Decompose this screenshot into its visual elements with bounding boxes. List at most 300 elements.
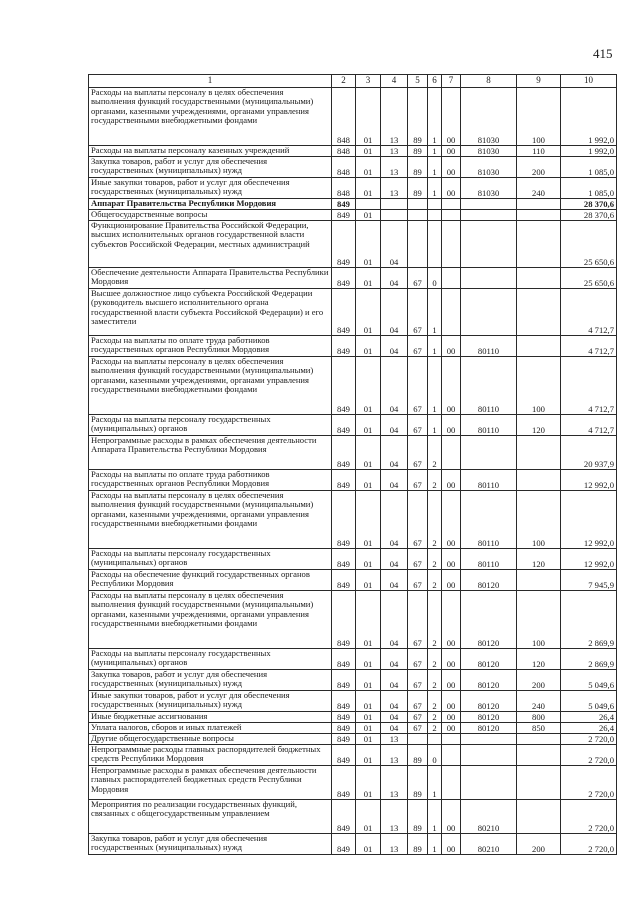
amount-cell: 4 712,7 xyxy=(561,289,617,336)
section-cell: 01 xyxy=(356,591,381,649)
target-code-cell: 80110 xyxy=(461,336,517,357)
subprogram-cell: 1 xyxy=(428,800,442,834)
kvsr-cell: 849 xyxy=(332,199,356,210)
expense-type-cell: 240 xyxy=(517,178,561,199)
direction-cell: 00 xyxy=(442,88,461,146)
expense-type-cell: 120 xyxy=(517,649,561,670)
program-cell: 67 xyxy=(408,591,428,649)
table-row xyxy=(89,336,617,357)
description-cell: Иные бюджетные ассигнования xyxy=(89,712,332,723)
subsection-cell: 04 xyxy=(381,436,408,470)
target-code-cell: 81030 xyxy=(461,157,517,178)
table-row xyxy=(89,199,617,210)
header-cell: 1 xyxy=(89,75,332,88)
target-code-cell xyxy=(461,766,517,800)
description-cell: Закупка товаров, работ и услуг для обеспечения государственных (муниципальных) нужд xyxy=(89,670,332,691)
section-cell xyxy=(356,199,381,210)
description-cell: Аппарат Правительства Республики Мордовия xyxy=(89,199,332,210)
table-row xyxy=(89,146,617,157)
program-cell: 67 xyxy=(408,289,428,336)
program-cell: 67 xyxy=(408,491,428,549)
direction-cell xyxy=(442,210,461,221)
table-row xyxy=(89,178,617,199)
table-row xyxy=(89,415,617,436)
expense-type-cell: 850 xyxy=(517,723,561,734)
kvsr-cell: 849 xyxy=(332,357,356,415)
direction-cell: 00 xyxy=(442,549,461,570)
direction-cell: 00 xyxy=(442,723,461,734)
target-code-cell: 80110 xyxy=(461,470,517,491)
subprogram-cell: 0 xyxy=(428,745,442,766)
direction-cell: 00 xyxy=(442,491,461,549)
subsection-cell: 04 xyxy=(381,415,408,436)
direction-cell: 00 xyxy=(442,178,461,199)
amount-cell: 28 370,6 xyxy=(561,210,617,221)
target-code-cell: 80120 xyxy=(461,649,517,670)
direction-cell: 00 xyxy=(442,336,461,357)
section-cell: 01 xyxy=(356,268,381,289)
kvsr-cell: 849 xyxy=(332,723,356,734)
amount-cell: 2 720,0 xyxy=(561,800,617,834)
section-cell: 01 xyxy=(356,415,381,436)
subprogram-cell xyxy=(428,210,442,221)
subsection-cell: 13 xyxy=(381,88,408,146)
program-cell xyxy=(408,210,428,221)
direction-cell xyxy=(442,289,461,336)
table-row xyxy=(89,712,617,723)
subprogram-cell: 0 xyxy=(428,268,442,289)
target-code-cell: 80120 xyxy=(461,691,517,712)
amount-cell: 4 712,7 xyxy=(561,357,617,415)
table-row xyxy=(89,210,617,221)
kvsr-cell: 848 xyxy=(332,88,356,146)
amount-cell: 1 992,0 xyxy=(561,88,617,146)
description-cell: Расходы на выплаты персоналу государственных (муниципальных) органов xyxy=(89,415,332,436)
expense-type-cell: 120 xyxy=(517,415,561,436)
subsection-cell: 04 xyxy=(381,591,408,649)
subsection-cell: 04 xyxy=(381,357,408,415)
expense-type-cell xyxy=(517,289,561,336)
section-cell: 01 xyxy=(356,157,381,178)
program-cell: 67 xyxy=(408,268,428,289)
subsection-cell: 13 xyxy=(381,745,408,766)
direction-cell: 00 xyxy=(442,570,461,591)
target-code-cell xyxy=(461,289,517,336)
section-cell: 01 xyxy=(356,336,381,357)
subsection-cell xyxy=(381,210,408,221)
target-code-cell: 80110 xyxy=(461,549,517,570)
subprogram-cell: 1 xyxy=(428,289,442,336)
target-code-cell xyxy=(461,199,517,210)
expense-type-cell: 240 xyxy=(517,691,561,712)
expense-type-cell xyxy=(517,734,561,745)
subprogram-cell: 2 xyxy=(428,491,442,549)
subprogram-cell: 2 xyxy=(428,470,442,491)
table-row xyxy=(89,549,617,570)
kvsr-cell: 849 xyxy=(332,491,356,549)
description-cell: Мероприятия по реализации государственных функций, связанных с общегосударственным управлением xyxy=(89,800,332,834)
amount-cell: 7 945,9 xyxy=(561,570,617,591)
direction-cell xyxy=(442,221,461,268)
description-cell: Другие общегосударственные вопросы xyxy=(89,734,332,745)
program-cell xyxy=(408,221,428,268)
program-cell: 67 xyxy=(408,415,428,436)
target-code-cell: 80120 xyxy=(461,723,517,734)
target-code-cell xyxy=(461,268,517,289)
amount-cell: 5 049,6 xyxy=(561,670,617,691)
direction-cell: 00 xyxy=(442,712,461,723)
section-cell: 01 xyxy=(356,357,381,415)
header-cell: 2 xyxy=(332,75,356,88)
amount-cell: 28 370,6 xyxy=(561,199,617,210)
subprogram-cell: 2 xyxy=(428,649,442,670)
subprogram-cell: 2 xyxy=(428,591,442,649)
expense-type-cell xyxy=(517,570,561,591)
kvsr-cell: 849 xyxy=(332,834,356,855)
target-code-cell xyxy=(461,745,517,766)
section-cell: 01 xyxy=(356,178,381,199)
amount-cell: 25 650,6 xyxy=(561,268,617,289)
expense-type-cell xyxy=(517,436,561,470)
direction-cell: 00 xyxy=(442,470,461,491)
expense-type-cell: 200 xyxy=(517,834,561,855)
kvsr-cell: 849 xyxy=(332,549,356,570)
program-cell: 67 xyxy=(408,712,428,723)
subsection-cell: 04 xyxy=(381,549,408,570)
direction-cell: 00 xyxy=(442,591,461,649)
direction-cell: 00 xyxy=(442,415,461,436)
table-row xyxy=(89,221,617,268)
subprogram-cell: 2 xyxy=(428,712,442,723)
target-code-cell: 81030 xyxy=(461,178,517,199)
direction-cell xyxy=(442,268,461,289)
subsection-cell xyxy=(381,199,408,210)
budget-table xyxy=(88,74,617,855)
description-cell: Закупка товаров, работ и услуг для обеспечения государственных (муниципальных) нужд xyxy=(89,834,332,855)
description-cell: Закупка товаров, работ и услуг для обеспечения государственных (муниципальных) нужд xyxy=(89,157,332,178)
kvsr-cell: 849 xyxy=(332,745,356,766)
section-cell: 01 xyxy=(356,766,381,800)
description-cell: Общегосударственные вопросы xyxy=(89,210,332,221)
table-row xyxy=(89,491,617,549)
section-cell: 01 xyxy=(356,834,381,855)
subprogram-cell xyxy=(428,221,442,268)
target-code-cell: 80110 xyxy=(461,491,517,549)
section-cell: 01 xyxy=(356,436,381,470)
expense-type-cell: 100 xyxy=(517,357,561,415)
description-cell: Расходы на выплаты персоналу государственных (муниципальных) органов xyxy=(89,549,332,570)
kvsr-cell: 849 xyxy=(332,691,356,712)
program-cell: 89 xyxy=(408,178,428,199)
section-cell: 01 xyxy=(356,210,381,221)
section-cell: 01 xyxy=(356,549,381,570)
description-cell: Расходы на выплаты персоналу в целях обеспечения выполнения функций государственными (муниципальными) органами, казенными учреждениями, органами управления государственными внебюджетными фондами xyxy=(89,357,332,415)
kvsr-cell: 849 xyxy=(332,268,356,289)
section-cell: 01 xyxy=(356,146,381,157)
amount-cell: 4 712,7 xyxy=(561,415,617,436)
header-cell: 4 xyxy=(381,75,408,88)
kvsr-cell: 849 xyxy=(332,210,356,221)
subprogram-cell xyxy=(428,734,442,745)
amount-cell: 26,4 xyxy=(561,712,617,723)
page-number: 415 xyxy=(593,46,613,61)
description-cell: Расходы на обеспечение функций государственных органов Республики Мордовия xyxy=(89,570,332,591)
subprogram-cell: 1 xyxy=(428,178,442,199)
kvsr-cell: 849 xyxy=(332,712,356,723)
subsection-cell: 04 xyxy=(381,336,408,357)
table-row xyxy=(89,649,617,670)
subprogram-cell: 1 xyxy=(428,766,442,800)
amount-cell: 1 085,0 xyxy=(561,178,617,199)
direction-cell xyxy=(442,766,461,800)
subprogram-cell xyxy=(428,199,442,210)
direction-cell: 00 xyxy=(442,146,461,157)
expense-type-cell xyxy=(517,766,561,800)
section-cell: 01 xyxy=(356,470,381,491)
program-cell: 67 xyxy=(408,691,428,712)
header-cell: 7 xyxy=(442,75,461,88)
kvsr-cell: 849 xyxy=(332,734,356,745)
kvsr-cell: 849 xyxy=(332,591,356,649)
subsection-cell: 04 xyxy=(381,649,408,670)
direction-cell: 00 xyxy=(442,157,461,178)
amount-cell: 2 720,0 xyxy=(561,745,617,766)
kvsr-cell: 848 xyxy=(332,157,356,178)
section-cell: 01 xyxy=(356,221,381,268)
direction-cell: 00 xyxy=(442,800,461,834)
subsection-cell: 04 xyxy=(381,570,408,591)
program-cell: 67 xyxy=(408,723,428,734)
expense-type-cell xyxy=(517,800,561,834)
description-cell: Непрограммные расходы в рамках обеспечения деятельности главных распорядителей бюджетных средств Республики Мордовия xyxy=(89,766,332,800)
description-cell: Высшее должностное лицо субъекта Российской Федерации (руководитель высшего исполнительного органа государственной власти субъекта Российской Федерации) и его заместители xyxy=(89,289,332,336)
kvsr-cell: 849 xyxy=(332,800,356,834)
kvsr-cell: 849 xyxy=(332,670,356,691)
kvsr-cell: 848 xyxy=(332,178,356,199)
program-cell: 89 xyxy=(408,800,428,834)
table-row xyxy=(89,670,617,691)
amount-cell: 2 869,9 xyxy=(561,649,617,670)
expense-type-cell: 200 xyxy=(517,157,561,178)
expense-type-cell: 800 xyxy=(517,712,561,723)
description-cell: Иные закупки товаров, работ и услуг для обеспечения государственных (муниципальных) нужд xyxy=(89,178,332,199)
amount-cell: 2 720,0 xyxy=(561,834,617,855)
program-cell: 67 xyxy=(408,336,428,357)
amount-cell: 2 869,9 xyxy=(561,591,617,649)
subsection-cell: 13 xyxy=(381,157,408,178)
target-code-cell: 80110 xyxy=(461,415,517,436)
table-row xyxy=(89,570,617,591)
subsection-cell: 04 xyxy=(381,723,408,734)
description-cell: Расходы на выплаты по оплате труда работников государственных органов Республики Мордовия xyxy=(89,336,332,357)
section-cell: 01 xyxy=(356,570,381,591)
table-row xyxy=(89,800,617,834)
program-cell: 89 xyxy=(408,146,428,157)
table-row xyxy=(89,470,617,491)
subprogram-cell: 1 xyxy=(428,88,442,146)
description-cell: Расходы на выплаты персоналу в целях обеспечения выполнения функций государственными (муниципальными) органами, казенными учреждениями, органами управления государственными внебюджетными фондами xyxy=(89,491,332,549)
table-row xyxy=(89,157,617,178)
subsection-cell: 04 xyxy=(381,289,408,336)
program-cell: 89 xyxy=(408,766,428,800)
subprogram-cell: 1 xyxy=(428,146,442,157)
program-cell: 67 xyxy=(408,549,428,570)
expense-type-cell xyxy=(517,199,561,210)
subsection-cell: 13 xyxy=(381,146,408,157)
section-cell: 01 xyxy=(356,289,381,336)
kvsr-cell: 849 xyxy=(332,336,356,357)
program-cell: 67 xyxy=(408,436,428,470)
subsection-cell: 13 xyxy=(381,178,408,199)
kvsr-cell: 849 xyxy=(332,415,356,436)
subprogram-cell: 2 xyxy=(428,570,442,591)
direction-cell xyxy=(442,436,461,470)
program-cell: 67 xyxy=(408,670,428,691)
direction-cell xyxy=(442,199,461,210)
expense-type-cell xyxy=(517,221,561,268)
expense-type-cell xyxy=(517,210,561,221)
description-cell: Обеспечение деятельности Аппарата Правительства Республики Мордовия xyxy=(89,268,332,289)
expense-type-cell: 110 xyxy=(517,146,561,157)
subprogram-cell: 1 xyxy=(428,834,442,855)
amount-cell: 1 085,0 xyxy=(561,157,617,178)
amount-cell: 5 049,6 xyxy=(561,691,617,712)
subsection-cell: 13 xyxy=(381,800,408,834)
section-cell: 01 xyxy=(356,712,381,723)
kvsr-cell: 849 xyxy=(332,470,356,491)
direction-cell xyxy=(442,745,461,766)
subsection-cell: 04 xyxy=(381,491,408,549)
target-code-cell xyxy=(461,210,517,221)
target-code-cell: 80210 xyxy=(461,800,517,834)
subprogram-cell: 2 xyxy=(428,691,442,712)
kvsr-cell: 849 xyxy=(332,649,356,670)
direction-cell: 00 xyxy=(442,834,461,855)
subprogram-cell: 2 xyxy=(428,670,442,691)
amount-cell: 12 992,0 xyxy=(561,491,617,549)
kvsr-cell: 849 xyxy=(332,436,356,470)
program-cell: 67 xyxy=(408,357,428,415)
subprogram-cell: 2 xyxy=(428,723,442,734)
amount-cell: 2 720,0 xyxy=(561,766,617,800)
program-cell: 89 xyxy=(408,88,428,146)
section-cell: 01 xyxy=(356,800,381,834)
subsection-cell: 13 xyxy=(381,834,408,855)
amount-cell: 12 992,0 xyxy=(561,549,617,570)
expense-type-cell: 100 xyxy=(517,88,561,146)
description-cell: Расходы на выплаты персоналу в целях обеспечения выполнения функций государственными (муниципальными) органами, казенными учреждениями, органами управления государственными внебюджетными фондами xyxy=(89,88,332,146)
subsection-cell: 04 xyxy=(381,670,408,691)
kvsr-cell: 849 xyxy=(332,766,356,800)
kvsr-cell: 849 xyxy=(332,289,356,336)
program-cell: 89 xyxy=(408,834,428,855)
section-cell: 01 xyxy=(356,745,381,766)
program-cell: 67 xyxy=(408,649,428,670)
section-cell: 01 xyxy=(356,691,381,712)
description-cell: Расходы на выплаты по оплате труда работников государственных органов Республики Мордовия xyxy=(89,470,332,491)
direction-cell: 00 xyxy=(442,670,461,691)
section-cell: 01 xyxy=(356,723,381,734)
target-code-cell: 81030 xyxy=(461,88,517,146)
target-code-cell xyxy=(461,221,517,268)
expense-type-cell xyxy=(517,745,561,766)
amount-cell: 25 650,6 xyxy=(561,221,617,268)
table-row xyxy=(89,834,617,855)
table-row xyxy=(89,357,617,415)
expense-type-cell xyxy=(517,470,561,491)
description-cell: Расходы на выплаты персоналу государственных (муниципальных) органов xyxy=(89,649,332,670)
direction-cell: 00 xyxy=(442,357,461,415)
target-code-cell: 80120 xyxy=(461,712,517,723)
subprogram-cell: 2 xyxy=(428,436,442,470)
header-cell: 10 xyxy=(561,75,617,88)
subsection-cell: 04 xyxy=(381,691,408,712)
table-row xyxy=(89,766,617,800)
program-cell: 67 xyxy=(408,470,428,491)
program-cell: 67 xyxy=(408,570,428,591)
kvsr-cell: 849 xyxy=(332,221,356,268)
description-cell: Расходы на выплаты персоналу казенных учреждений xyxy=(89,146,332,157)
subsection-cell: 04 xyxy=(381,470,408,491)
kvsr-cell: 848 xyxy=(332,146,356,157)
table-row xyxy=(89,268,617,289)
amount-cell: 26,4 xyxy=(561,723,617,734)
expense-type-cell xyxy=(517,336,561,357)
expense-type-cell: 200 xyxy=(517,670,561,691)
target-code-cell xyxy=(461,734,517,745)
subsection-cell: 04 xyxy=(381,268,408,289)
target-code-cell: 80120 xyxy=(461,570,517,591)
subsection-cell: 04 xyxy=(381,712,408,723)
header-cell: 5 xyxy=(408,75,428,88)
subprogram-cell: 1 xyxy=(428,336,442,357)
target-code-cell xyxy=(461,436,517,470)
expense-type-cell xyxy=(517,268,561,289)
amount-cell: 20 937,9 xyxy=(561,436,617,470)
section-cell: 01 xyxy=(356,491,381,549)
description-cell: Функционирование Правительства Российской Федерации, высших исполнительных органов государственной власти субъектов Российской Федерации, местных администраций xyxy=(89,221,332,268)
target-code-cell: 80210 xyxy=(461,834,517,855)
target-code-cell: 81030 xyxy=(461,146,517,157)
section-cell: 01 xyxy=(356,649,381,670)
header-cell: 3 xyxy=(356,75,381,88)
description-cell: Уплата налогов, сборов и иных платежей xyxy=(89,723,332,734)
table-row xyxy=(89,289,617,336)
table-header-row xyxy=(89,75,617,88)
amount-cell: 4 712,7 xyxy=(561,336,617,357)
program-cell: 89 xyxy=(408,157,428,178)
amount-cell: 2 720,0 xyxy=(561,734,617,745)
table-row xyxy=(89,745,617,766)
table-row xyxy=(89,88,617,146)
table-row xyxy=(89,734,617,745)
description-cell: Расходы на выплаты персоналу в целях обеспечения выполнения функций государственными (муниципальными) органами, казенными учреждениями, органами управления государственными внебюджетными фондами xyxy=(89,591,332,649)
target-code-cell: 80110 xyxy=(461,357,517,415)
target-code-cell: 80120 xyxy=(461,591,517,649)
direction-cell: 00 xyxy=(442,691,461,712)
amount-cell: 12 992,0 xyxy=(561,470,617,491)
amount-cell: 1 992,0 xyxy=(561,146,617,157)
section-cell: 01 xyxy=(356,670,381,691)
subprogram-cell: 1 xyxy=(428,357,442,415)
subsection-cell: 13 xyxy=(381,766,408,800)
header-cell: 9 xyxy=(517,75,561,88)
subsection-cell: 04 xyxy=(381,221,408,268)
table-row xyxy=(89,591,617,649)
header-cell: 6 xyxy=(428,75,442,88)
table-row xyxy=(89,723,617,734)
description-cell: Непрограммные расходы в рамках обеспечения деятельности Аппарата Правительства Республики Мордовия xyxy=(89,436,332,470)
